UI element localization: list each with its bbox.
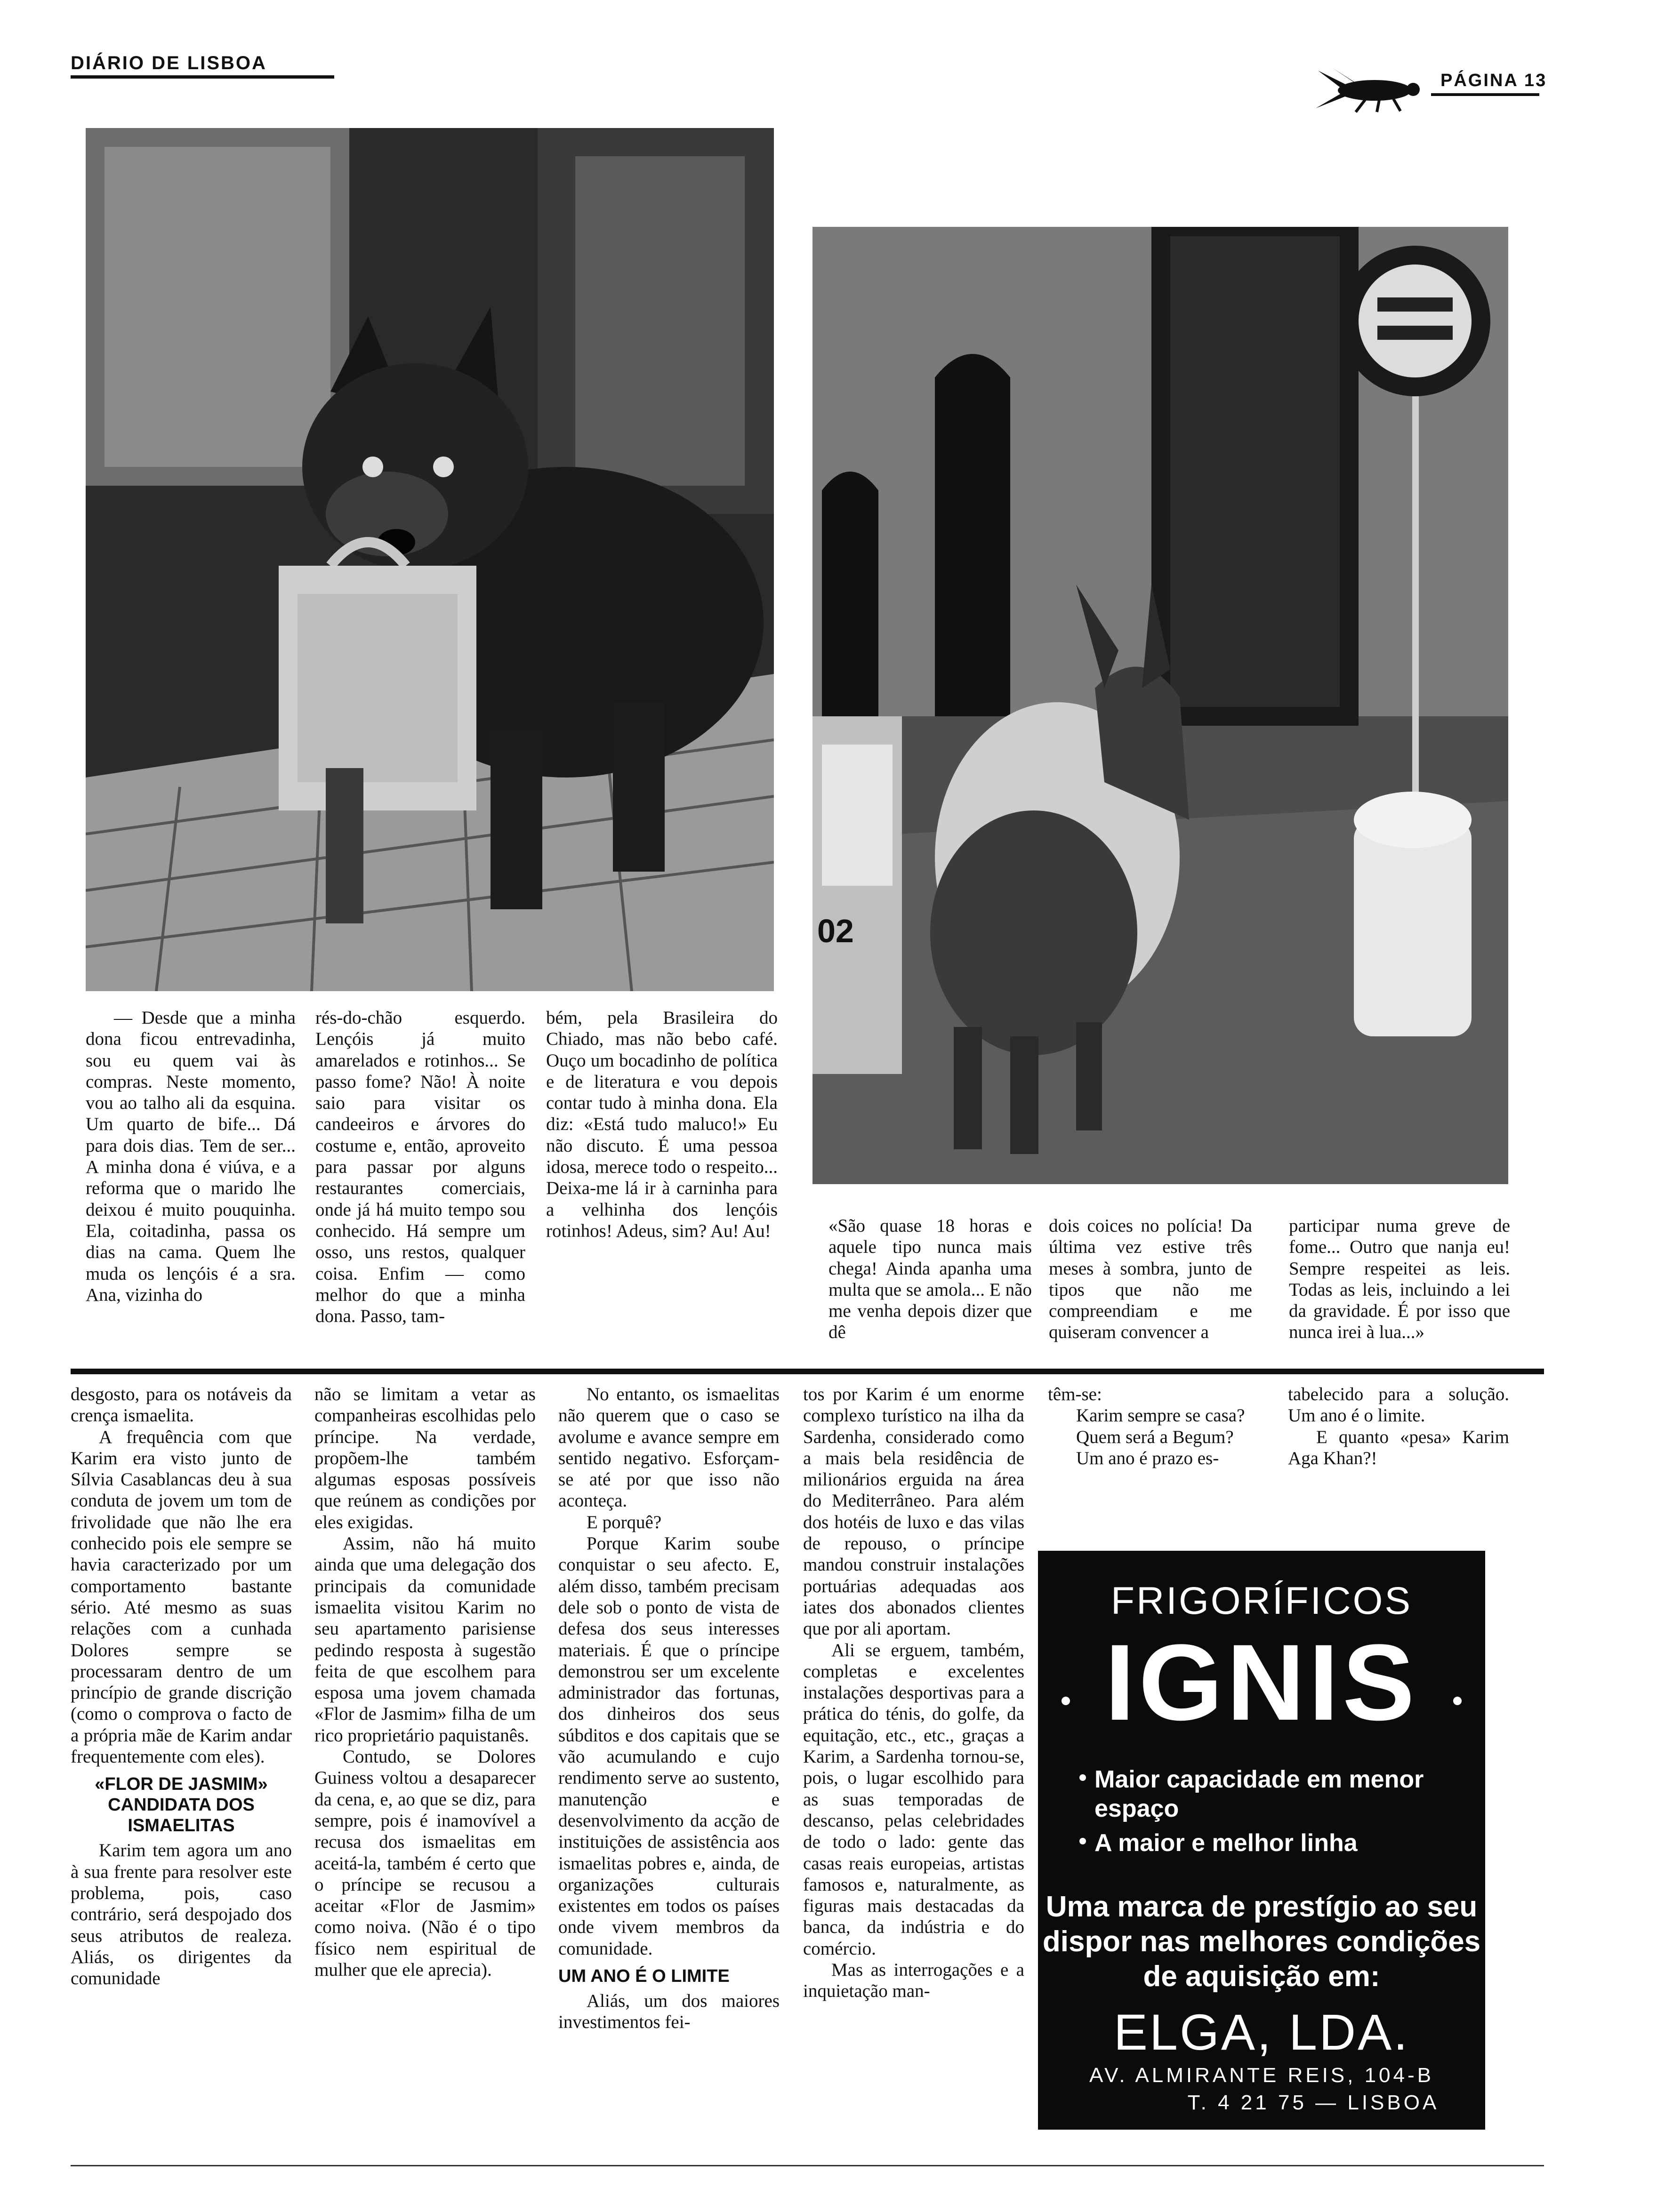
article-paragraph: Um ano é prazo es-: [1076, 1448, 1219, 1468]
page-number: PÁGINA 13: [1440, 71, 1547, 90]
donkey-text-column-2: [1049, 1215, 1252, 1343]
donkey-text-paragraph: participar numa greve de fome... Outro que nanja eu! Sempre respeitei as leis. Todas as leis, incluindo a lei da gravidade. É por isso que nunca irei à lua...»: [1289, 1216, 1510, 1343]
article-paragraph: No entanto, os ismaelitas não querem que o caso se avolume e avance sempre em sentido negativo. Esforçam-se até por que isso não aconteça.: [558, 1384, 780, 1511]
bullet-icon: [1453, 1697, 1462, 1705]
section-heading: «FLOR DE JASMIM» CANDIDATA DOS ISMAELITAS: [95, 1774, 268, 1836]
section-heading: UM ANO É O LIMITE: [558, 1966, 730, 1987]
ad-company: ELGA, LDA.: [1113, 2004, 1410, 2060]
article-paragraph: Ali se erguem, também, completas e excelentes instalações desportivas para a prática do ténis, do golfe, da equitação, etc., etc., graças a Karim, a Sardenha tornou-se, pois, o lugar escolhido para as suas temporadas de descanso, pelas celebridades de todo o lado: gente das casas reais europeias, artistas famosos e, naturalmente, as figuras mais destacadas da banca, da indústria e do comércio.: [803, 1640, 1024, 1959]
article-paragraph: tos por Karim é um enorme complexo turístico na ilha da Sardenha, considerado como a mais bela residência de milionários erguida na área do Mediterrâneo. Para além dos hotéis de luxo e das vilas de repouso, o príncipe mandou construir instalações portuárias adequadas aos iates dos abonados clientes que por ali aportam.: [803, 1384, 1024, 1639]
article-paragraph: tabelecido para a solução. Um ano é o limite.: [1288, 1384, 1509, 1426]
dog-with-basket-icon: [86, 128, 774, 991]
donkey-text-paragraph: «São quase 18 horas e aquele tipo nunca mais chega! Ainda apanha uma multa que se amola... E não me venha depois dizer que dê: [828, 1216, 1032, 1343]
article-paragraph: Mas as interrogações e a inquietação man-: [803, 1960, 1024, 2002]
article-column-1: [71, 1384, 292, 1989]
article-paragraph: não se limitam a vetar as companheiras escolhidas pelo príncipe. Na verdade, propõem-lhe também algumas esposas possíveis que reúnem as condições por eles exigidas.: [314, 1384, 536, 1532]
article-column-6: [1288, 1384, 1509, 1469]
article-column-5: [1048, 1384, 1250, 1469]
article-paragraph: Karim tem agora um ano à sua frente para resolver este problema, pois, caso contrário, será despojado dos seus atributos de realeza. Aliás, os dirigentes da comunidade: [71, 1840, 292, 1989]
donkey-text-paragraph: dois coices no polícia! Da última vez estive três meses à sombra, junto de tipos que não me compreendiam e me quiseram convencer a: [1049, 1216, 1252, 1343]
dog-text-paragraph: bém, pela Brasileira do Chiado, mas não bebo café. Ouço um bocadinho de política e de literatura e vou depois contar tudo à minha dona. Ela diz: «Está tudo maluco!» Eu não discuto. É uma pessoa idosa, merece todo o respeito... Deixa-me lá ir à carninha para a velhinha dos lençóis rotinhos! Adeus, sim? Au! Au!: [546, 1008, 778, 1241]
ad-feature-2: A maior e melhor linha: [1094, 1829, 1358, 1857]
article-column-3: [558, 1384, 780, 2033]
car-plate-number: 02: [817, 913, 854, 949]
article-paragraph: E porquê?: [587, 1512, 662, 1532]
dog-photo: [86, 128, 774, 991]
article-paragraph: desgosto, para os notáveis da crença ismaelita.: [71, 1384, 292, 1426]
ad-address: AV. ALMIRANTE REIS, 104-B: [1089, 2064, 1434, 2087]
article-paragraph: Aliás, um dos maiores investimentos fei-: [558, 1991, 780, 2033]
dog-text-paragraph: rés-do-chão esquerdo. Lençóis já muito amarelados e rotinhos... Se passo fome? Não! À noite saio para visitar os candeeiros e árvores do costume e, então, aproveito para passar por alguns restaurantes comerciais, onde já há muito tempo sou conhecido. Há sempre um osso, uns restos, qualquer coisa. Enfim — como melhor do que a minha dona. Passo, tam-: [315, 1008, 525, 1327]
dog-text-column-2: [315, 1007, 525, 1327]
page-bottom-rule: [71, 2165, 1544, 2166]
donkey-text-column-3: [1289, 1215, 1510, 1343]
article-paragraph: Quem será a Begum?: [1076, 1427, 1234, 1447]
article-column-4: [803, 1384, 1024, 2002]
donkey-photo: [812, 227, 1508, 1184]
donkey-street-icon: [812, 227, 1508, 1184]
ad-feature-1: Maior capacidade em menor espaço: [1094, 1766, 1424, 1822]
article-paragraph: A frequência com que Karim era visto junto de Sílvia Casablancas deu à sua conduta de jovem um tom de frivolidade que não lhe era conhecido pois ele sempre se havia caracterizado por um comportamento bastante sério. Até mesmo as suas relações com a cunhada Dolores sempre se processaram dentro de um princípio de grande discrição (como o comprova o facto de a própria mãe de Karim andar frequentemente com eles).: [71, 1427, 292, 1767]
bullet-icon: [1079, 1774, 1086, 1781]
dog-text-column-3: [546, 1007, 778, 1242]
ad-product-line: FRIGORÍFICOS: [1110, 1579, 1413, 1622]
masthead-rule-left: [71, 75, 334, 79]
newspaper-name: DIÁRIO DE LISBOA: [71, 53, 267, 73]
ad-slogan: Uma marca de prestígio ao seu dispor nas melhores condições de aquisição em:: [1042, 1891, 1481, 1993]
article-paragraph: Porque Karim soube conquistar o seu afecto. E, além disso, também precisam dele sob o ponto de vista de defesa dos seus interesses materiais. É que o príncipe demonstrou ser um excelente administrador das fortunas, dos dinheiros dos seus súbditos e dos capitais que se vão acumulando e cujo rendimento serve ao sustento, manutenção e desenvolvimento da acção de instituições de assistência aos ismaelitas pobres e, ainda, de organizações culturais existentes em todos os países onde vivem membros da comunidade.: [558, 1533, 780, 1959]
ad-phone: T. 4 21 75 — LISBOA: [1187, 2091, 1440, 2114]
ad-brand-logo: IGNIS: [1104, 1622, 1419, 1743]
article-paragraph: têm-se:: [1048, 1384, 1102, 1404]
masthead-rule-right: [1431, 93, 1539, 96]
article-column-2: [314, 1384, 536, 1980]
article-paragraph: Karim sempre se casa?: [1076, 1405, 1245, 1426]
ignis-advertisement: [1038, 1551, 1485, 2130]
donkey-text-column-1: [828, 1215, 1032, 1343]
article-paragraph: Assim, não há muito ainda que uma delegação dos principais da comunidade ismaelita visitou Karim no seu apartamento parisiense pedindo resposta à sugestão feita de que escolhem para esposa uma jovem chamada «Flor de Jasmim» filha de um rico proprietário paquistanês.: [314, 1533, 536, 1746]
article-paragraph: Contudo, se Dolores Guiness voltou a desaparecer da cena, e, ao que se diz, para sempre, pois é inamovível a recusa dos ismaelitas em aceitá-la, também é certo que o príncipe se recusou a aceitar «Flor de Jasmim» como noiva. (Não é o tipo físico nem espiritual de mulher que ele aprecia).: [314, 1747, 536, 1980]
fly-icon: [1313, 66, 1422, 113]
dog-text-column-1: [86, 1007, 296, 1306]
article-paragraph: E quanto «pesa» Karim Aga Khan?!: [1288, 1427, 1509, 1468]
bullet-icon: [1079, 1838, 1086, 1844]
section-divider: [71, 1369, 1544, 1374]
dog-text-paragraph: — Desde que a minha dona ficou entrevadinha, sou eu quem vai às compras. Neste momento, vou ao talho ali da esquina. Um quarto de bife... Dá para dois dias. Tem de ser... A minha dona é viúva, e a reforma que o marido lhe deixou é muito pouquinha. Ela, coitadinha, passa os dias na cama. Quem lhe muda os lençóis é a sra. Ana, vizinha do: [86, 1008, 296, 1305]
